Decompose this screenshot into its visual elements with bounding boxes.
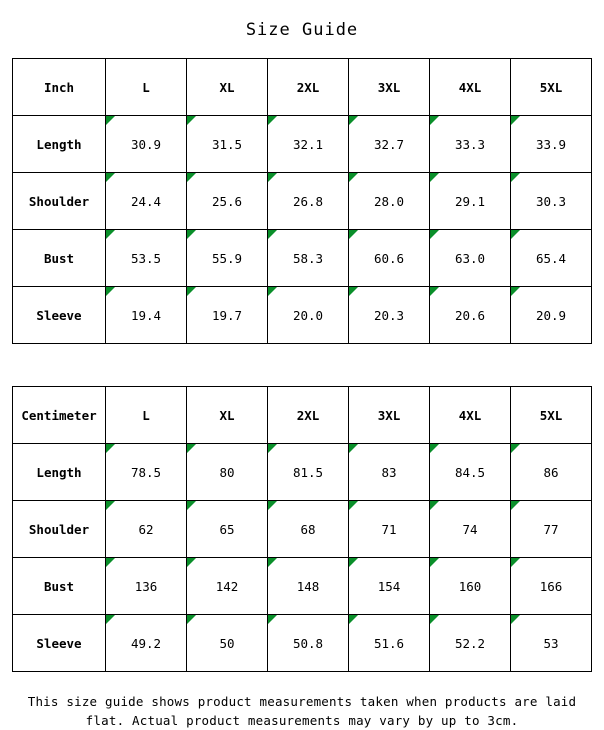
- row-label-bust: Bust: [13, 230, 106, 287]
- size-table-inch: [12, 58, 592, 344]
- cell-length-3xl: 83: [349, 444, 430, 501]
- column-header-2xl: 2XL: [268, 59, 349, 116]
- cell-length-xl: 31.5: [187, 116, 268, 173]
- cell-length-2xl: 32.1: [268, 116, 349, 173]
- page-title: Size Guide: [245, 20, 359, 40]
- unit-label-centimeter: Centimeter: [13, 387, 106, 444]
- cell-bust-5xl: 166: [511, 558, 592, 615]
- cell-bust-3xl: 154: [349, 558, 430, 615]
- cell-shoulder-xl: 65: [187, 501, 268, 558]
- column-header-2xl: 2XL: [268, 387, 349, 444]
- table-row: [13, 501, 592, 558]
- cell-length-5xl: 86: [511, 444, 592, 501]
- table-header-row: [13, 387, 592, 444]
- column-header-xl: XL: [187, 387, 268, 444]
- cell-bust-l: 53.5: [106, 230, 187, 287]
- table-row: [13, 116, 592, 173]
- row-label-shoulder: Shoulder: [13, 173, 106, 230]
- column-header-l: L: [106, 387, 187, 444]
- cell-bust-2xl: 148: [268, 558, 349, 615]
- cell-shoulder-2xl: 26.8: [268, 173, 349, 230]
- cell-length-4xl: 84.5: [430, 444, 511, 501]
- column-header-4xl: 4XL: [430, 59, 511, 116]
- cell-length-l: 30.9: [106, 116, 187, 173]
- table-row: [13, 287, 592, 344]
- row-label-length: Length: [13, 444, 106, 501]
- table-row: [13, 173, 592, 230]
- table-header-row: [13, 59, 592, 116]
- cell-bust-5xl: 65.4: [511, 230, 592, 287]
- cell-sleeve-l: 19.4: [106, 287, 187, 344]
- row-label-length: Length: [13, 116, 106, 173]
- cell-shoulder-4xl: 29.1: [430, 173, 511, 230]
- cell-sleeve-4xl: 52.2: [430, 615, 511, 672]
- cell-sleeve-5xl: 53: [511, 615, 592, 672]
- column-header-3xl: 3XL: [349, 387, 430, 444]
- cell-bust-4xl: 160: [430, 558, 511, 615]
- row-label-shoulder: Shoulder: [13, 501, 106, 558]
- cell-shoulder-3xl: 71: [349, 501, 430, 558]
- cell-shoulder-4xl: 74: [430, 501, 511, 558]
- cell-shoulder-5xl: 30.3: [511, 173, 592, 230]
- column-header-5xl: 5XL: [511, 387, 592, 444]
- size-guide-footnote: This size guide shows product measurements taken when products are laid flat. Actual product measurements may vary by up to 3cm.: [27, 694, 577, 728]
- row-label-bust: Bust: [13, 558, 106, 615]
- cell-sleeve-3xl: 51.6: [349, 615, 430, 672]
- table-row: [13, 230, 592, 287]
- cell-sleeve-3xl: 20.3: [349, 287, 430, 344]
- unit-label-inch: Inch: [13, 59, 106, 116]
- cell-sleeve-4xl: 20.6: [430, 287, 511, 344]
- column-header-l: L: [106, 59, 187, 116]
- cell-length-4xl: 33.3: [430, 116, 511, 173]
- table-row: [13, 615, 592, 672]
- cell-shoulder-xl: 25.6: [187, 173, 268, 230]
- cell-sleeve-2xl: 50.8: [268, 615, 349, 672]
- cell-shoulder-5xl: 77: [511, 501, 592, 558]
- cell-sleeve-xl: 50: [187, 615, 268, 672]
- cell-bust-2xl: 58.3: [268, 230, 349, 287]
- row-label-sleeve: Sleeve: [13, 615, 106, 672]
- column-header-xl: XL: [187, 59, 268, 116]
- cell-sleeve-l: 49.2: [106, 615, 187, 672]
- cell-sleeve-xl: 19.7: [187, 287, 268, 344]
- cell-shoulder-l: 62: [106, 501, 187, 558]
- size-table-centimeter: [12, 386, 592, 672]
- cell-bust-xl: 55.9: [187, 230, 268, 287]
- cell-bust-xl: 142: [187, 558, 268, 615]
- row-label-sleeve: Sleeve: [13, 287, 106, 344]
- table-row: [13, 444, 592, 501]
- column-header-3xl: 3XL: [349, 59, 430, 116]
- cell-sleeve-2xl: 20.0: [268, 287, 349, 344]
- cell-length-5xl: 33.9: [511, 116, 592, 173]
- cell-shoulder-3xl: 28.0: [349, 173, 430, 230]
- cell-bust-3xl: 60.6: [349, 230, 430, 287]
- cell-length-xl: 80: [187, 444, 268, 501]
- cell-length-3xl: 32.7: [349, 116, 430, 173]
- cell-length-2xl: 81.5: [268, 444, 349, 501]
- column-header-4xl: 4XL: [430, 387, 511, 444]
- cell-bust-4xl: 63.0: [430, 230, 511, 287]
- column-header-5xl: 5XL: [511, 59, 592, 116]
- cell-length-l: 78.5: [106, 444, 187, 501]
- cell-sleeve-5xl: 20.9: [511, 287, 592, 344]
- cell-shoulder-2xl: 68: [268, 501, 349, 558]
- table-row: [13, 558, 592, 615]
- table-divider: [12, 344, 592, 386]
- cell-shoulder-l: 24.4: [106, 173, 187, 230]
- cell-bust-l: 136: [106, 558, 187, 615]
